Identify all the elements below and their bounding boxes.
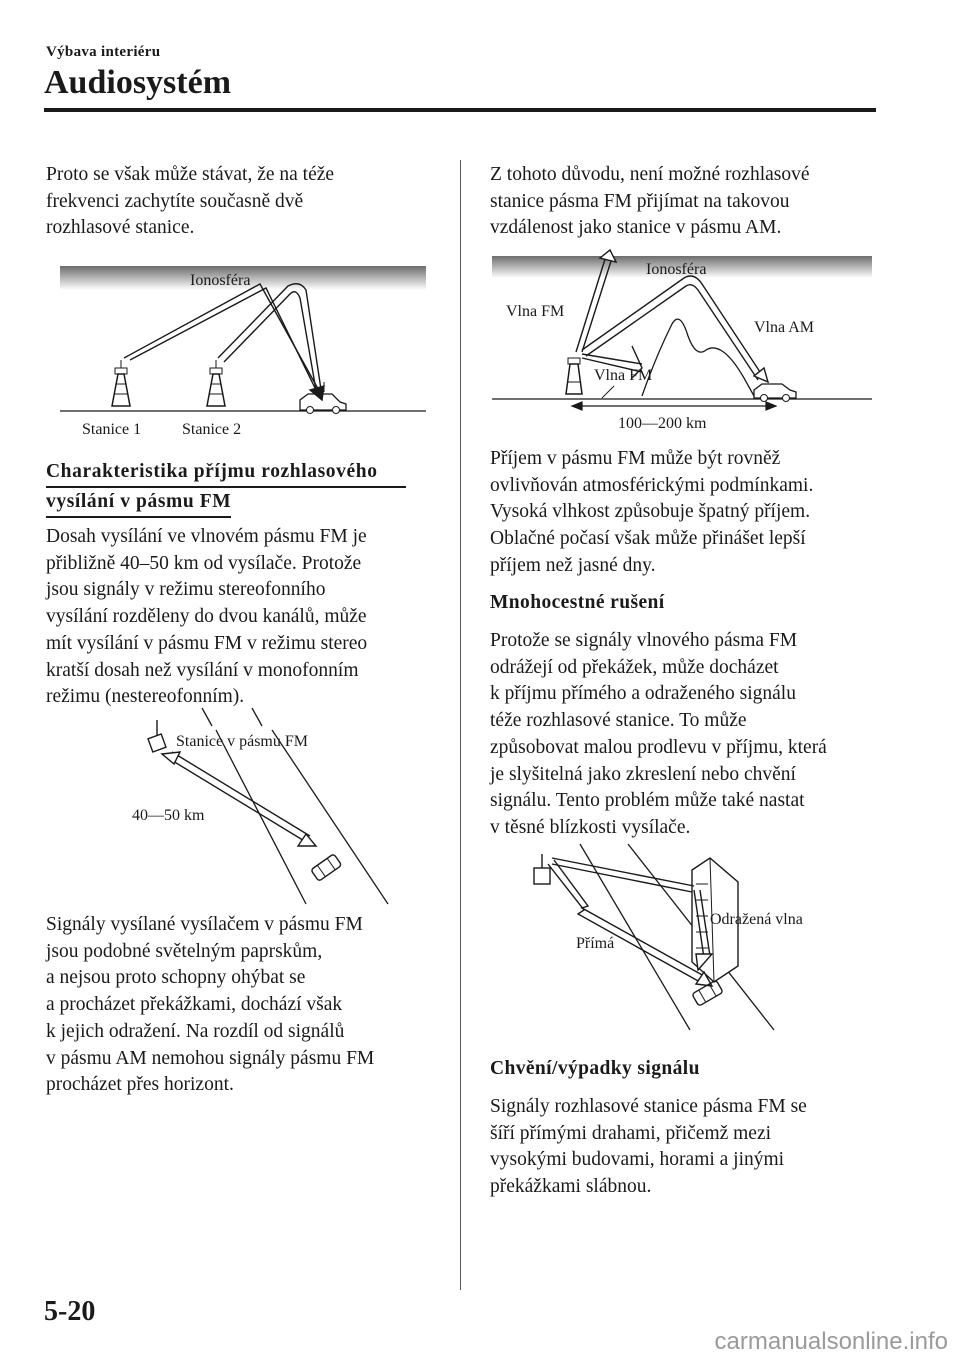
reflected-wave-label: Odražená vlna xyxy=(710,911,803,928)
direct-wave-label: Přímá xyxy=(576,935,615,952)
ionosphere-label: Ionosféra xyxy=(190,272,251,289)
flutter-heading: Chvění/výpadky signálu xyxy=(490,1058,700,1079)
tower-1-icon xyxy=(112,360,130,406)
fm-wave-upper-label: Vlna FM xyxy=(506,303,565,320)
watermark: carmanualsonline.info xyxy=(714,1328,948,1355)
multipath-heading: Mnohocestné rušení xyxy=(490,592,665,613)
hill xyxy=(642,319,754,396)
tower-2-icon xyxy=(207,360,225,406)
tower-icon xyxy=(534,854,550,884)
section-label: Výbava interiéru xyxy=(46,44,161,60)
left-paragraph-2: Dosah vysílání ve vlnovém pásmu FM je přibližně 40–50 km od vysílače. Protože jsou signály v režimu stereofonního vysílání rozděleny do dvou kanálů, může mít vysílání v pásmu FM v režimu stereo kratší dosah než vysílání v monofonním režimu (nestereofonním). xyxy=(46,526,368,708)
range-arrow xyxy=(162,752,316,846)
ionosphere-label: Ionosféra xyxy=(646,261,707,278)
car-icon xyxy=(311,854,342,882)
am-wave-label: Vlna AM xyxy=(754,319,814,336)
right-paragraph-4: Signály rozhlasové stanice pásma FM se šíří přímými drahami, přičemž mezi vysokými budovami, horami a jinými překážkami slábnou. xyxy=(490,1096,807,1198)
left-paragraph-1: Proto se však může stávat, že na téže frekvenci zachytíte současně dvě rozhlasové stanice. xyxy=(46,164,335,239)
fm-reception-heading xyxy=(46,458,406,518)
fm-reception-heading-line-2: vysílání v pásmu FM xyxy=(46,488,231,518)
page-title: Audiosystém xyxy=(44,64,232,101)
distance-arrow xyxy=(572,402,776,410)
multipath-diagram xyxy=(524,844,803,1034)
fm-tower-icon xyxy=(148,720,166,752)
two-stations-diagram xyxy=(60,262,430,444)
tower-icon xyxy=(566,358,582,394)
right-paragraph-1: Z tohoto důvodu, není možné rozhlasové stanice pásma FM přijímat na takovou vzdálenost jako stanice v pásmu AM. xyxy=(490,164,810,239)
left-paragraph-3: Signály vysílané vysílačem v pásmu FM jsou podobné světelným paprskům, a nejsou proto schopny ohýbat se a procházet překážkami, dochází však k jejich odražení. Na rozdíl od signálů v pásmu AM nemohou signály pásmu FM procházet přes horizont. xyxy=(46,914,375,1096)
reflected-wave xyxy=(552,858,712,970)
fm-range-diagram xyxy=(120,704,400,906)
signal-waves xyxy=(124,284,324,400)
page-number: 5-20 xyxy=(44,1296,96,1327)
column-divider xyxy=(460,160,461,1290)
fm-station-label: Stanice v pásmu FM xyxy=(176,733,308,750)
fm-wave-lower-label: Vlna FM xyxy=(594,367,653,384)
right-paragraph-2: Příjem v pásmu FM může být rovněž ovlivňován atmosférickými podmínkami. Vysoká vlhkost způsobuje špatný příjem. Oblačné počasí však může přinášet lepší příjem než jasné dny. xyxy=(490,448,814,576)
fm-am-comparison-diagram xyxy=(492,250,872,436)
fm-distance-label: 40—50 km xyxy=(132,807,205,824)
header-rule xyxy=(44,108,876,112)
am-distance-label: 100—200 km xyxy=(618,415,707,432)
station-2-label: Stanice 2 xyxy=(182,421,242,438)
station-1-label: Stanice 1 xyxy=(82,421,142,438)
fm-reception-heading-line-1: Charakteristika příjmu rozhlasového xyxy=(46,458,406,488)
right-paragraph-3: Protože se signály vlnového pásma FM odrážejí od překážek, může docházet k příjmu přímého a odraženého signálu téže rozhlasové stanice. To může způsobovat malou prodlevu v příjmu, která je slyšitelná jako zkreslení nebo chvění signálu. Tento problém může také nastat v těsné blízkosti vysílače. xyxy=(490,630,827,838)
